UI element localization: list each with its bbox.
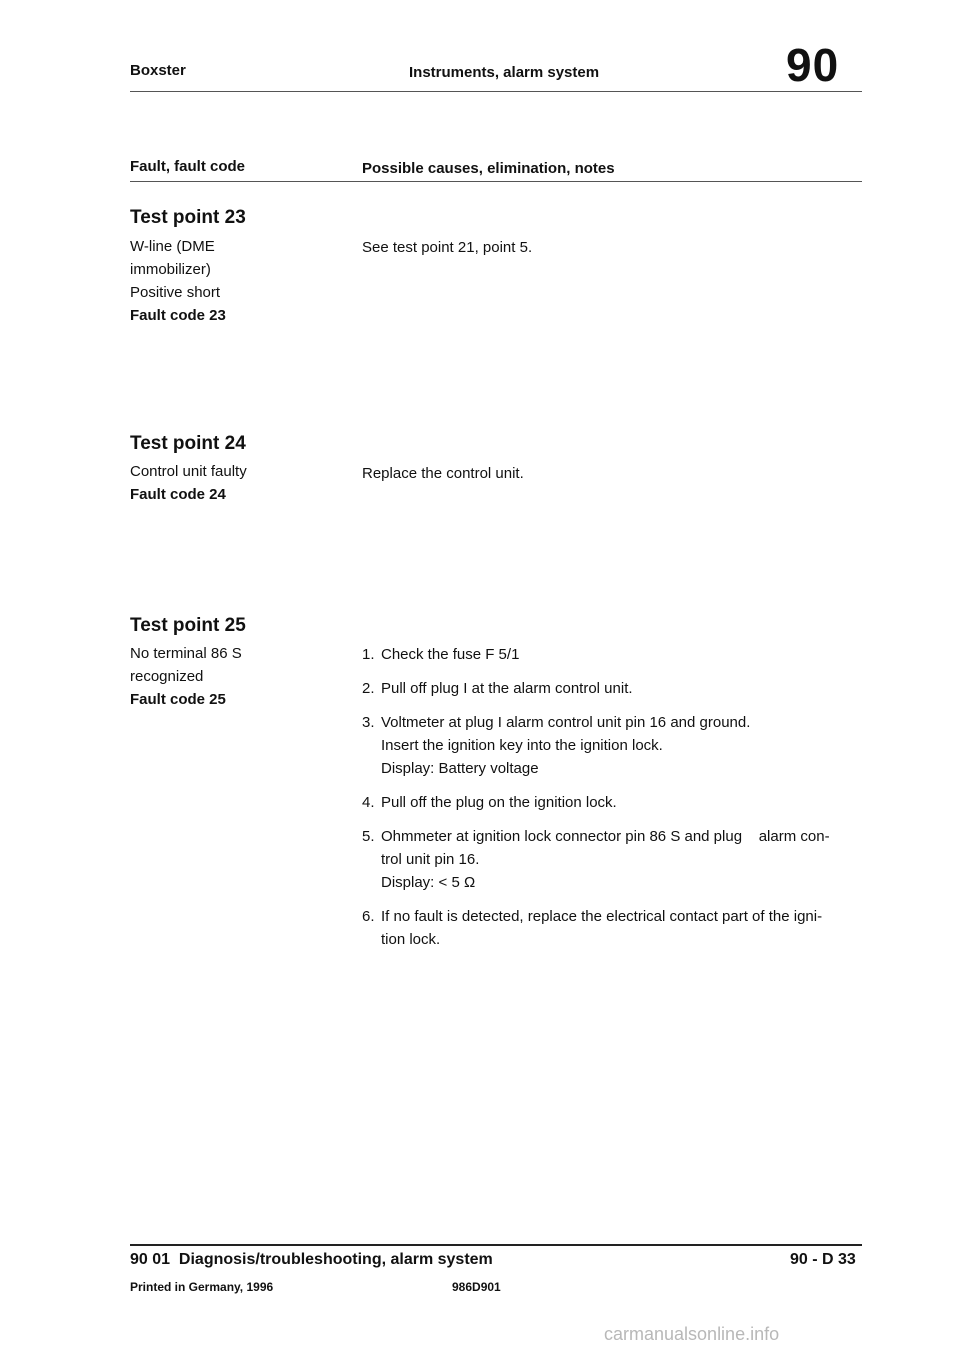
step-number: 4. — [362, 794, 375, 811]
step-number: 2. — [362, 680, 375, 697]
header-group-number: 90 — [786, 39, 840, 91]
fault-line: immobilizer) — [130, 261, 211, 278]
step-item — [362, 825, 862, 894]
step-list — [362, 643, 862, 951]
step-text: trol unit pin 16. — [381, 851, 480, 868]
test-point-24-title: Test point 24 — [130, 433, 246, 454]
step-number: 1. — [362, 646, 375, 663]
step-text: Ohmmeter at ignition lock connector pin 86 S and plug alarm con- — [381, 828, 830, 845]
step-text: Voltmeter at plug I alarm control unit pin 16 and ground. — [381, 714, 751, 731]
column-heading-fault: Fault, fault code — [130, 158, 246, 175]
footer-page-number: 90 - D 33 — [790, 1251, 856, 1268]
step-item — [362, 677, 862, 700]
step-text: Insert the ignition key into the ignition lock. — [381, 737, 663, 754]
fault-line: No terminal 86 S — [130, 645, 242, 662]
fault-line: Positive short — [130, 284, 221, 301]
fault-line: recognized — [130, 668, 204, 685]
fault-code: Fault code 25 — [130, 691, 226, 708]
fault-code: Fault code 24 — [130, 486, 226, 503]
header-rule — [130, 91, 862, 92]
footer-rule — [130, 1244, 862, 1246]
step-number: 5. — [362, 828, 375, 845]
step-item — [362, 643, 862, 666]
test-point-24-note: Replace the control unit. — [362, 465, 524, 482]
test-point-24-fault — [130, 460, 330, 506]
test-point-25-title: Test point 25 — [130, 615, 246, 636]
header-manual-title: Boxster — [130, 62, 186, 79]
step-text: Display: < 5 Ω — [381, 874, 476, 891]
test-point-23-note: See test point 21, point 5. — [362, 239, 533, 256]
step-text: Check the fuse F 5/1 — [381, 646, 520, 663]
watermark-text: carmanualsonline.info — [604, 1324, 780, 1344]
footer-printed-note: Printed in Germany, 1996 — [130, 1280, 274, 1294]
step-text: Pull off the plug on the ignition lock. — [381, 794, 617, 811]
step-item — [362, 905, 862, 951]
test-point-23-title: Test point 23 — [130, 207, 246, 228]
footer-document-code: 986D901 — [452, 1280, 501, 1294]
header-section-title: Instruments, alarm system — [409, 64, 600, 81]
column-heading-causes: Possible causes, elimination, notes — [362, 160, 615, 177]
step-number: 6. — [362, 908, 375, 925]
step-text: If no fault is detected, replace the electrical contact part of the igni- — [381, 908, 823, 925]
step-number: 3. — [362, 714, 375, 731]
test-point-25-steps — [362, 643, 862, 962]
column-heading-rule — [130, 181, 862, 182]
test-point-23-fault — [130, 235, 330, 327]
step-text: tion lock. — [381, 931, 441, 948]
fault-code: Fault code 23 — [130, 307, 226, 324]
step-item — [362, 711, 862, 780]
footer-section-title: 90 01 Diagnosis/troubleshooting, alarm system — [130, 1251, 493, 1268]
fault-line: Control unit faulty — [130, 463, 247, 480]
fault-line: W-line (DME — [130, 238, 215, 255]
step-item — [362, 791, 862, 814]
step-text: Display: Battery voltage — [381, 760, 539, 777]
step-text: Pull off plug I at the alarm control unit. — [381, 680, 633, 697]
test-point-25-fault — [130, 642, 330, 711]
